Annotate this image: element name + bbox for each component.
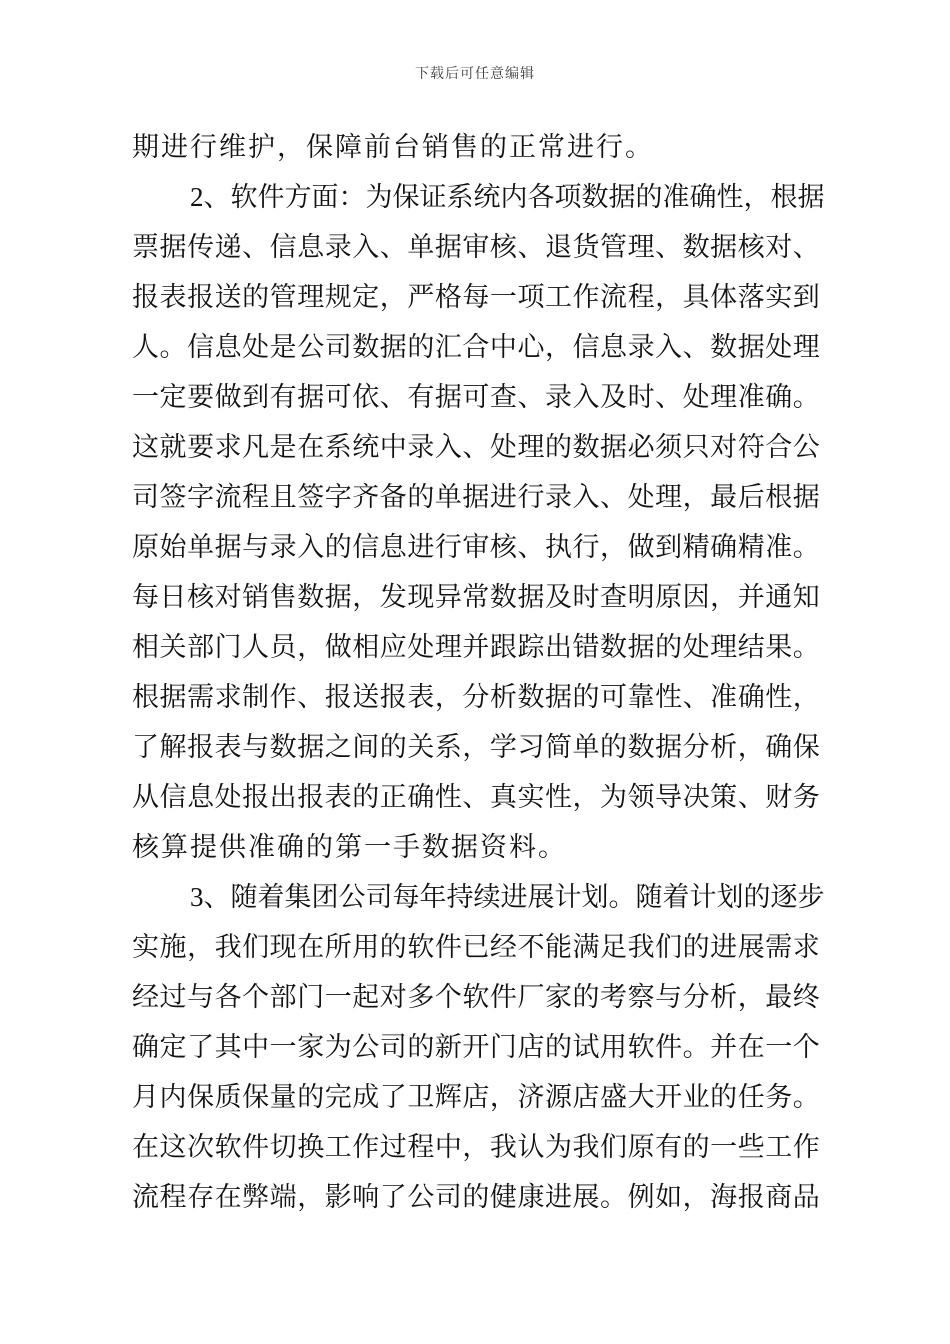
doc-line: 月 内 保 质 保 量 的 完 成 了 卫 辉 店 ， 济 源 店 盛 大 开 业 的 任 务 。: [132, 1082, 820, 1112]
document-lines: [132, 122, 825, 1222]
doc-line: 2 、 软 件 方 面 ： 为 保 证 系 统 内 各 项 数 据 的 准 确 性 ， 根 据: [190, 182, 825, 212]
doc-line: 流 程 存 在 弊 端 ， 影 响 了 公 司 的 健 康 进 展 。 例 如 ， 海 报 商 品: [132, 1182, 820, 1212]
doc-line: 一 定 要 做 到 有 据 可 依 、 有 据 可 查 、 录 入 及 时 、 处 理 准 确 。: [132, 382, 820, 412]
doc-line: 这 就 要 求 凡 是 在 系 统 中 录 入 、 处 理 的 数 据 必 须 只 对 符 合 公: [132, 432, 820, 462]
doc-line: 在 这 次 软 件 切 换 工 作 过 程 中 ， 我 认 为 我 们 原 有 的 一 些 工 作: [132, 1132, 820, 1162]
doc-line: 票 据 传 递 、 信 息 录 入 、 单 据 审 核 、 退 货 管 理 、 数 据 核 对 、: [132, 232, 820, 262]
header-watermark: 下载后可任意编辑: [415, 67, 535, 82]
doc-line: 相 关 部 门 人 员 ， 做 相 应 处 理 并 跟 踪 出 错 数 据 的 处 理 结 果 。: [132, 632, 820, 662]
doc-line: 根 据 需 求 制 作 、 报 送 报 表 ， 分 析 数 据 的 可 靠 性 、 准 确 性 ，: [132, 682, 820, 712]
doc-line: 从 信 息 处 报 出 报 表 的 正 确 性 、 真 实 性 ， 为 领 导 决 策 、 财 务: [132, 782, 820, 812]
doc-line: 了 解 报 表 与 数 据 之 间 的 关 系 ， 学 习 简 单 的 数 据 分 析 ， 确 保: [132, 732, 820, 762]
doc-line: 实 施 ， 我 们 现 在 所 用 的 软 件 已 经 不 能 满 足 我 们 的 进 展 需 求: [132, 932, 820, 962]
doc-line: 原 始 单 据 与 录 入 的 信 息 进 行 审 核 、 执 行 ， 做 到 精 确 精 准 。: [132, 532, 820, 562]
doc-line: 确 定 了 其 中 一 家 为 公 司 的 新 开 门 店 的 试 用 软 件 。 并 在 一 个: [132, 1032, 820, 1062]
doc-line: 核算提供准确的第一手数据资料。: [132, 832, 567, 862]
doc-line: 司 签 字 流 程 且 签 字 齐 备 的 单 据 进 行 录 入 、 处 理 ， 最 后 根 据: [132, 482, 820, 512]
doc-line: 人 。 信 息 处 是 公 司 数 据 的 汇 合 中 心 ， 信 息 录 入 、 数 据 处 理: [132, 332, 820, 362]
doc-line: 3 、 随 着 集 团 公 司 每 年 持 续 进 展 计 划 。 随 着 计 划 的 逐 步: [190, 882, 825, 912]
doc-line: 期进行维护，保障前台销售的正常进行。: [132, 132, 654, 162]
doc-line: 每 日 核 对 销 售 数 据 ， 发 现 异 常 数 据 及 时 查 明 原 因 ， 并 通 知: [132, 582, 820, 612]
doc-line: 经 过 与 各 个 部 门 一 起 对 多 个 软 件 厂 家 的 考 察 与 分 析 ， 最 终: [132, 982, 820, 1012]
doc-line: 报 表 报 送 的 管 理 规 定 ， 严 格 每 一 项 工 作 流 程 ， 具 体 落 实 到: [132, 282, 820, 312]
